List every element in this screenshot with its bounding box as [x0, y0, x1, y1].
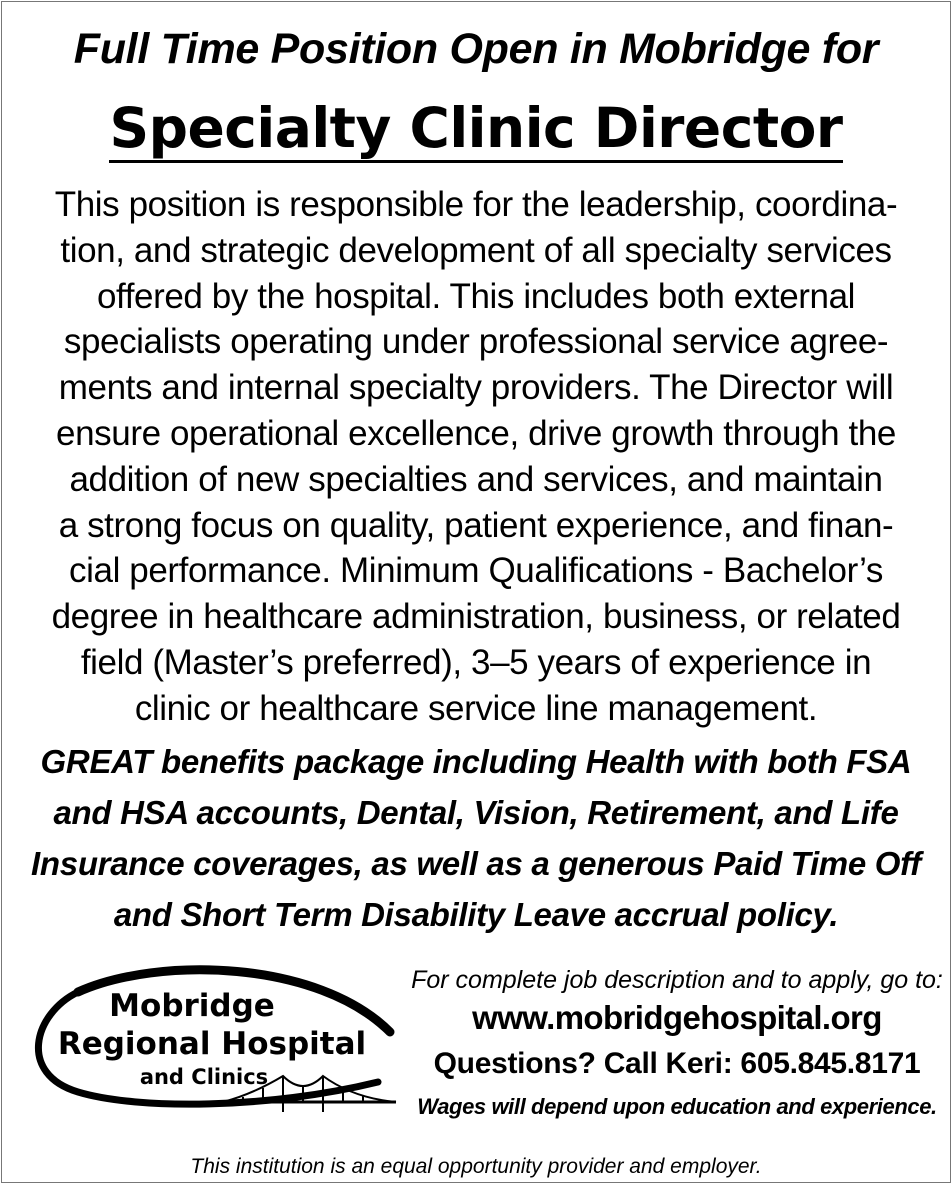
benefits-line: and Short Term Disability Leave accrual policy.: [113, 896, 839, 933]
hospital-logo: [18, 964, 398, 1124]
eeo-statement: This institution is an equal opportunity provider and employer.: [190, 1155, 762, 1178]
description-line: degree in healthcare administration, business, or related: [51, 597, 901, 637]
headline: Full Time Position Open in Mobridge for: [73, 25, 879, 73]
job-title: [2, 88, 950, 168]
logo-line-1: Mobridge: [109, 988, 275, 1024]
description-line: tion, and strategic development of all specialty services: [60, 230, 892, 270]
logo-line-3: and Clinics: [139, 1065, 269, 1089]
benefits-line: GREAT benefits package including Health with both FSA: [40, 743, 912, 780]
benefits-line: and HSA accounts, Dental, Vision, Retirement, and Life: [53, 794, 899, 831]
description-line: clinic or healthcare service line management.: [134, 688, 818, 728]
description-line: This position is responsible for the leadership, coordina-: [54, 185, 898, 224]
description-line: field (Master’s preferred), 3–5 years of experience in: [80, 642, 872, 682]
job-title-text: Specialty Clinic Director: [109, 96, 842, 163]
apply-info: [407, 962, 947, 1124]
description-line: a strong focus on quality, patient experience, and finan-: [58, 505, 894, 545]
description-line: cial performance. Minimum Qualifications - Bachelor’s: [69, 551, 883, 591]
website-link[interactable]: www.mobridgehospital.org: [472, 999, 882, 1036]
benefits-paragraph: [14, 736, 938, 940]
description-line: offered by the hospital. This includes both external: [96, 276, 856, 316]
description-line: specialists operating under professional service agree-: [63, 322, 889, 362]
contact-phone: Questions? Call Keri: 605.845.8171: [433, 1047, 921, 1080]
description-line: ments and internal specialty providers. The Director will: [58, 368, 894, 408]
benefits-line: Insurance coverages, as well as a generous Paid Time Off: [31, 845, 921, 882]
description-line: addition of new specialties and services, and maintain: [69, 459, 883, 499]
description-line: ensure operational excellence, drive growth through the: [56, 413, 896, 453]
wages-note: Wages will depend upon education and experience.: [417, 1094, 937, 1119]
hospital-logo-graphic: [18, 964, 398, 1124]
logo-line-2: Regional Hospital: [57, 1026, 367, 1062]
job-advertisement: [1, 1, 951, 1183]
job-description: [14, 182, 938, 732]
apply-intro: For complete job description and to apply, go to:: [411, 966, 943, 994]
